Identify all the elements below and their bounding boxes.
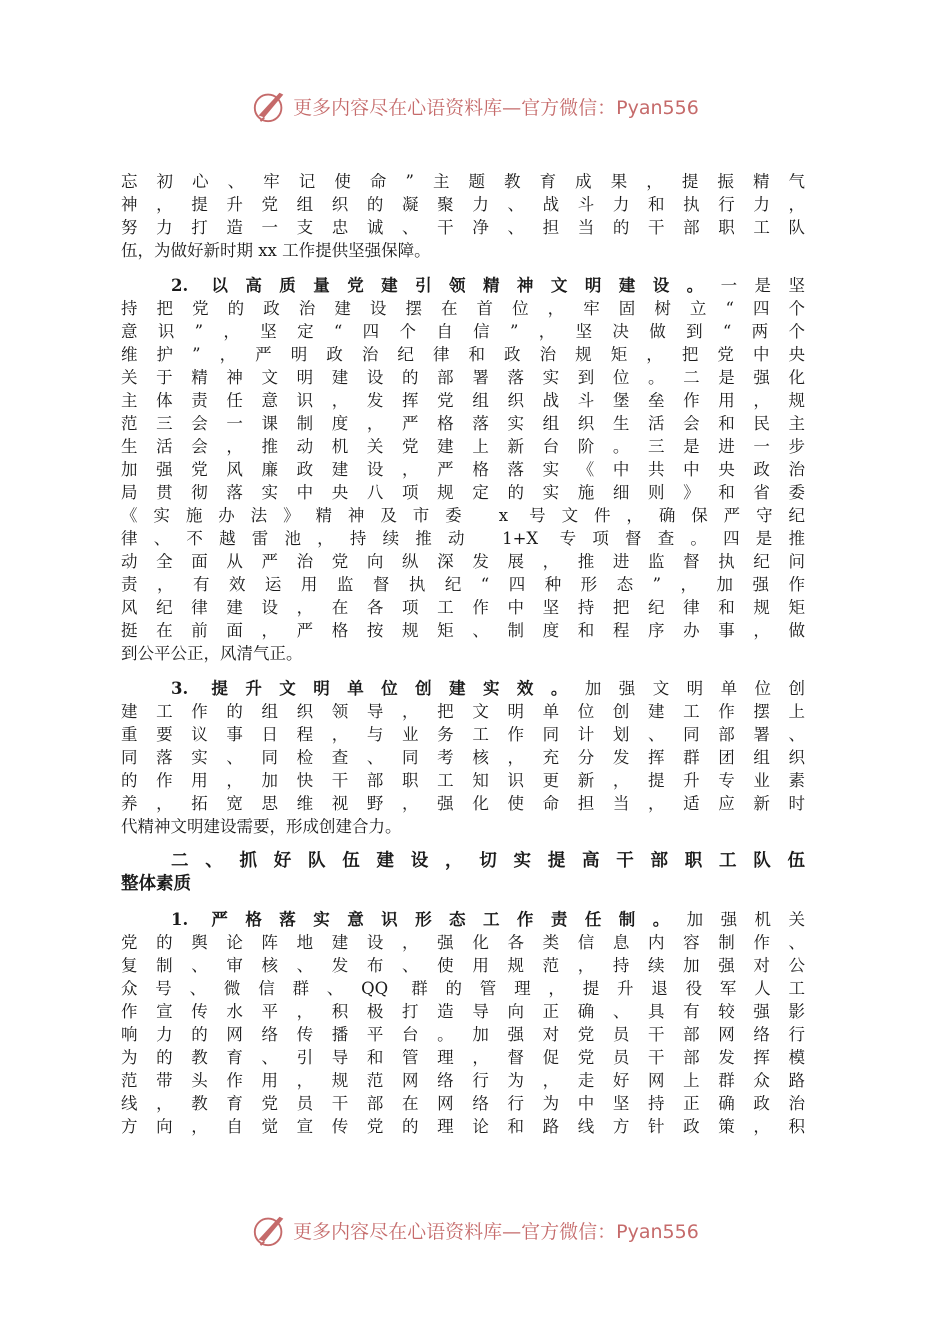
text-line: 主体责任意识，发挥党组织战斗堡垒作用，规 — [121, 391, 805, 410]
text-line: 的作用，加快干部职工知识更新，提升专业素 — [121, 771, 805, 790]
text-line: 动全面从严治党向纵深发展，推进监督执纪问 — [121, 552, 805, 571]
text-line: 方向，自觉宣传党的理论和路线方针政策，积 — [121, 1117, 805, 1136]
text-line: 生活会，推动机关党建上新台阶。三是进一步 — [121, 437, 805, 456]
text-line: 作宣传水平，积极打造导向正确、具有较强影 — [121, 1002, 805, 1021]
text-line: 意识”，坚定“四个自信”，坚决做到“两个 — [121, 322, 805, 341]
text-line: 养，拓宽思维视野，强化使命担当，适应新时 — [121, 794, 805, 813]
text-line: 神，提升党组织的凝聚力、战斗力和执行力， — [121, 195, 805, 214]
text-line: 维护”，严明政治纪律和政治规矩，把党中央 — [121, 345, 805, 364]
text-line: 关于精神文明建设的部署落实到位。二是强化 — [121, 368, 805, 387]
text-line: 响力的网络传播平台。加强对党员干部网络行 — [121, 1025, 805, 1044]
text-line: 重要议事日程，与业务工作同计划、同部署、 — [121, 725, 805, 744]
paragraph-1 — [121, 170, 805, 262]
quill-logo-icon — [251, 87, 289, 125]
document-body — [121, 170, 805, 1138]
section-heading-line-1: 二、抓好队伍建设，切实提高干部职工队伍 — [171, 851, 805, 871]
text-line: 《实施办法》精神及市委 x 号文件，确保严守纪 — [121, 506, 805, 525]
text-line: 挺在前面，严格按规矩、制度和程序办事，做 — [121, 621, 805, 640]
text-line: 到公平公正，风清气正。 — [121, 644, 303, 663]
text-line: 努力打造一支忠诚、干净、担当的干部职工队 — [121, 218, 805, 237]
text-line: 为的教育、引导和管理，督促党员干部发挥模 — [121, 1048, 805, 1067]
text-line: 同落实、同检查、同考核，充分发挥群团组织 — [121, 748, 805, 767]
paragraph-2 — [121, 297, 805, 665]
text-line: 持把党的政治建设摆在首位，牢固树立“四个 — [121, 299, 805, 318]
text-line: 复制、审核、发布、使用规范，持续加强对公 — [121, 956, 805, 975]
text-line: 线，教育党员干部在网络行为中坚持正确政治 — [121, 1094, 805, 1113]
text-line: 代精神文明建设需要，形成创建合力。 — [121, 817, 402, 836]
text-line: 律、不越雷池，持续推动 1+X 专项督查。四是推 — [121, 529, 805, 548]
quill-logo-icon — [251, 1211, 289, 1249]
section-heading-line-2: 整体素质 — [121, 874, 191, 894]
paragraph-4 — [121, 931, 805, 1138]
text-line: 责，有效运用监督执纪“四种形态”，加强作 — [121, 575, 805, 594]
watermark-text: 更多内容尽在心语资料库—官方微信：Pyan556 — [293, 1220, 699, 1243]
watermark-text: 更多内容尽在心语资料库—官方微信：Pyan556 — [293, 96, 699, 119]
text-line: 风纪律建设，在各项工作中坚持把纪律和规矩 — [121, 598, 805, 617]
text-line: 伍，为做好新时期 xx 工作提供坚强保障。 — [121, 241, 431, 260]
paragraph-4-first-line: 1. 严格落实意识形态工作责任制。加强机关 — [171, 910, 805, 929]
text-line: 局贯彻落实中央八项规定的实施细则》和省委 — [121, 483, 805, 502]
text-line: 众号、微信群、QQ 群的管理，提升退役军人工 — [121, 979, 805, 998]
text-line: 建工作的组织领导，把文明单位创建工作摆上 — [121, 702, 805, 721]
text-line: 忘初心、牢记使命”主题教育成果，提振精气 — [121, 172, 805, 191]
watermark-header — [0, 86, 950, 126]
text-line: 范三会一课制度，严格落实组织生活会和民主 — [121, 414, 805, 433]
paragraph-3-first-line: 3. 提升文明单位创建实效。加强文明单位创 — [171, 679, 805, 698]
text-line: 范带头作用，规范网络行为，走好网上群众路 — [121, 1071, 805, 1090]
text-line: 加强党风廉政建设，严格落实《中共中央政治 — [121, 460, 805, 479]
paragraph-3 — [121, 700, 805, 838]
watermark-footer — [0, 1210, 950, 1250]
text-line: 党的舆论阵地建设，强化各类信息内容制作、 — [121, 933, 805, 952]
paragraph-2-first-line: 2. 以高质量党建引领精神文明建设。一是坚 — [171, 276, 805, 295]
